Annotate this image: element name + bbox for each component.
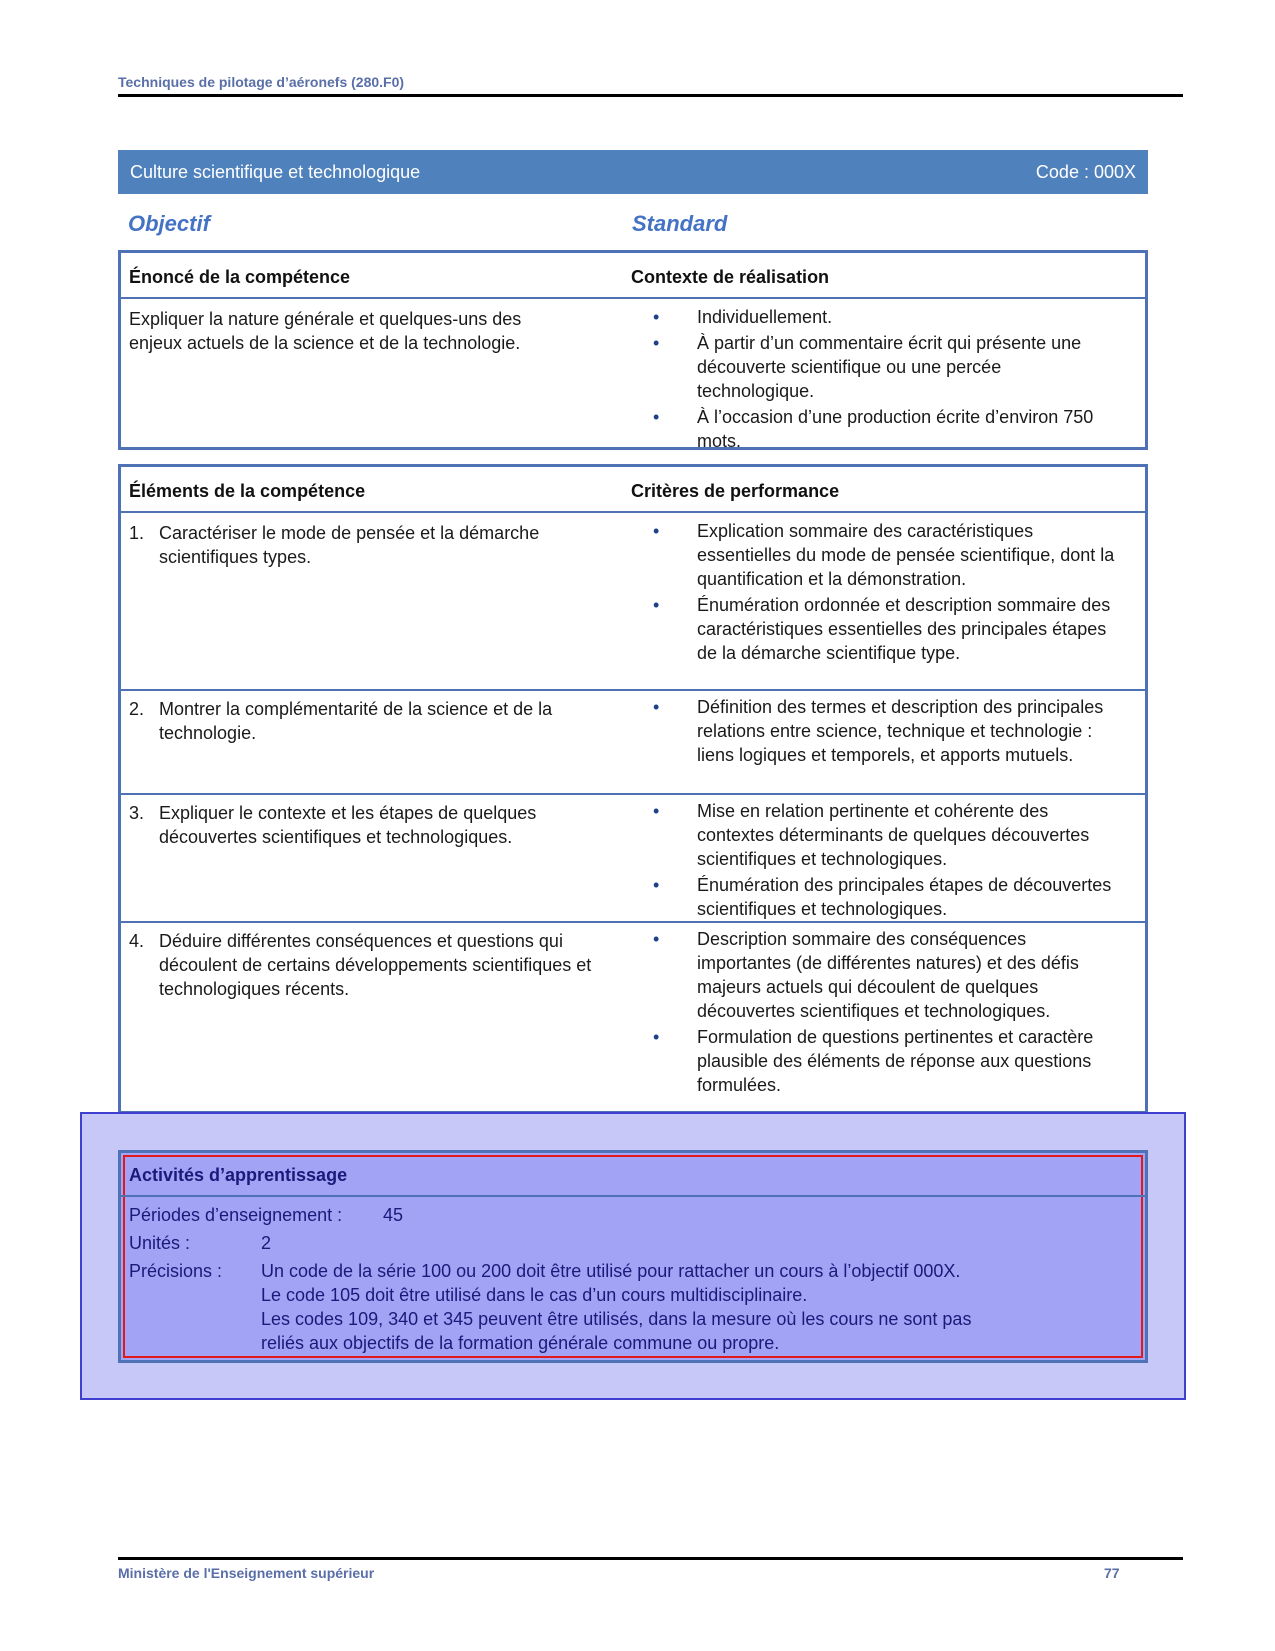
enonce-line: enjeux actuels de la science et de la technologie. — [129, 333, 521, 353]
element-number: 4. — [129, 931, 145, 951]
row-divider — [121, 689, 1145, 691]
header-rule — [118, 94, 1183, 97]
criteres-header: Critères de performance — [631, 481, 840, 501]
element-row-1 — [129, 521, 629, 569]
activites-title: Activités d’apprentissage — [129, 1165, 348, 1185]
contexte-header: Contexte de réalisation — [631, 267, 830, 287]
objectif-label: Objectif — [128, 211, 210, 236]
criterion-item: • Formulation de questions pertinentes et caractère plausible des éléments de réponse aux questions formulées. — [653, 1025, 1123, 1097]
criterion-item: • Mise en relation pertinente et cohérente des contextes déterminants de quelques découvertes scientifiques et technologiques. — [653, 799, 1123, 871]
elements-table — [118, 464, 1148, 1114]
banner-code: Code : 000X — [1035, 161, 1136, 182]
element-text: Montrer la complémentarité de la science et de la technologie. — [159, 699, 553, 743]
precisions-line: reliés aux objectifs de la formation générale commune ou propre. — [261, 1333, 780, 1353]
element-number: 2. — [129, 699, 145, 719]
element-text: Caractériser le mode de pensée et la démarche scientifiques types. — [159, 523, 540, 567]
banner-title: Culture scientifique et technologique — [130, 161, 421, 182]
criterion-item: • Explication sommaire des caractéristiques essentielles du mode de pensée scientifique, dont la quantification et la démonstration. — [653, 519, 1123, 591]
element-row-4 — [129, 929, 629, 1001]
row-divider — [121, 921, 1145, 923]
row-divider — [121, 793, 1145, 795]
element-text: Expliquer le contexte et les étapes de quelques découvertes scientifiques et technologiques. — [159, 803, 537, 847]
contexte-item: • À partir d’un commentaire écrit qui présente une découverte scientifique ou une percée technologique. — [653, 331, 1123, 403]
criterion-item: • Description sommaire des conséquences importantes (de différentes natures) et des défis majeurs actuels qui découlent de quelques découvertes scientifiques et technologiques. — [653, 927, 1123, 1023]
element-row-3 — [129, 801, 629, 849]
unites-label: Unités : — [129, 1233, 191, 1253]
table-divider — [121, 297, 1145, 299]
periodes-label: Périodes d’enseignement : — [129, 1205, 343, 1225]
enonce-text — [129, 307, 609, 355]
activites-box — [118, 1150, 1148, 1363]
contexte-list — [653, 305, 1123, 455]
contexte-item: • Individuellement. — [653, 305, 1123, 329]
running-header: Techniques de pilotage d’aéronefs (280.F0) — [118, 74, 405, 90]
table-divider — [121, 511, 1145, 513]
element-row-2 — [129, 697, 629, 745]
enonce-header: Énoncé de la compétence — [129, 267, 351, 287]
criterion-item: • Définition des termes et description des principales relations entre science, technique et technologie : liens logiques et temporels, et apports mutuels. — [653, 695, 1123, 767]
criteria-list-2 — [653, 695, 1123, 769]
criteria-list-3 — [653, 799, 1123, 923]
criteria-list-4 — [653, 927, 1123, 1099]
page-number: 77 — [1104, 1565, 1120, 1581]
periodes-value: 45 — [383, 1205, 404, 1225]
elements-header: Éléments de la compétence — [129, 481, 366, 501]
precisions-label: Précisions : — [129, 1261, 223, 1281]
footer-rule — [118, 1557, 1183, 1560]
criteria-list-1 — [653, 519, 1123, 667]
criterion-item: • Énumération ordonnée et description sommaire des caractéristiques essentielles des principales étapes de la démarche scientifique type. — [653, 593, 1123, 665]
activites-divider — [121, 1195, 1145, 1197]
criterion-item: • Énumération des principales étapes de découvertes scientifiques et technologiques. — [653, 873, 1123, 921]
precisions-line: Un code de la série 100 ou 200 doit être utilisé pour rattacher un cours à l’objectif 000X. — [261, 1261, 961, 1281]
contexte-item: • À l’occasion d’une production écrite d’environ 750 mots. — [653, 405, 1123, 453]
competence-table — [118, 250, 1148, 450]
standard-label: Standard — [632, 211, 728, 236]
enonce-line: Expliquer la nature générale et quelques-uns des — [129, 309, 522, 329]
precisions-text — [261, 1259, 1141, 1355]
unites-value: 2 — [261, 1233, 272, 1253]
section-banner — [118, 150, 1148, 194]
element-number: 3. — [129, 803, 145, 823]
precisions-line: Les codes 109, 340 et 345 peuvent être utilisés, dans la mesure où les cours ne sont pas — [261, 1309, 972, 1329]
footer-ministry: Ministère de l'Enseignement supérieur — [118, 1565, 375, 1581]
element-number: 1. — [129, 523, 145, 543]
precisions-line: Le code 105 doit être utilisé dans le cas d’un cours multidisciplinaire. — [261, 1285, 808, 1305]
element-text: Déduire différentes conséquences et questions qui découlent de certains développements scientifiques et technologiques récents. — [159, 931, 592, 999]
